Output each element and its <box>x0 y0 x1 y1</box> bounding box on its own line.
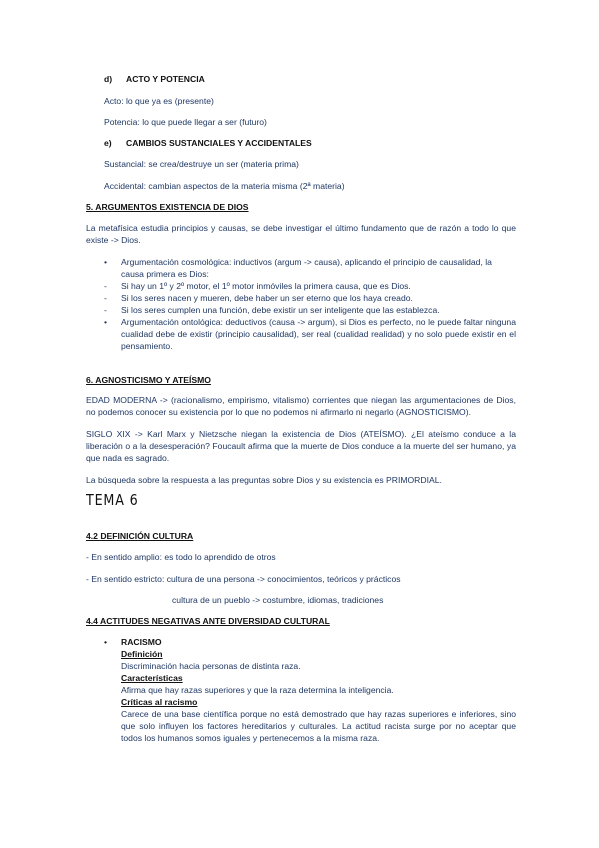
section-5-heading: 5. ARGUMENTOS EXISTENCIA DE DIOS <box>86 202 249 212</box>
section-e-title: CAMBIOS SUSTANCIALES Y ACCIDENTALES <box>126 138 312 148</box>
section-6-paragraph-1: EDAD MODERNA -> (racionalismo, empirismo, vitalismo) corrientes que niegan las argumentaciones de Dios, no podemos conocer su existencia por lo que no podemos ni afirmarlo ni negarlo (AGNOSTICISMO). <box>86 395 516 417</box>
racismo-item <box>86 636 516 744</box>
racismo-title: RACISMO <box>121 637 162 647</box>
section-6-paragraph-3: La búsqueda sobre la respuesta a las preguntas sobre Dios y su existencia es PRIMORDIAL. <box>86 475 442 485</box>
list-item-text: Argumentación cosmológica: inductivos (argum -> causa), aplicando el principio de causalidad, la causa primera es Dios: <box>121 257 492 279</box>
potencia-definition: Potencia: lo que puede llegar a ser (futuro) <box>104 117 267 127</box>
list-item <box>86 256 516 280</box>
definicion-text: Discriminación hacia personas de distinta raza. <box>121 661 301 671</box>
list-item <box>86 280 516 292</box>
caracteristicas-text: Afirma que hay razas superiores y que la raza determina la inteligencia. <box>121 685 394 695</box>
bullet-marker: • <box>104 637 108 647</box>
criticas-heading: Críticas al racismo <box>121 697 198 707</box>
bullet-marker: • <box>104 257 108 267</box>
list-item <box>86 316 516 352</box>
acto-definition: Acto: lo que ya es (presente) <box>104 96 214 106</box>
arguments-list <box>86 256 516 352</box>
caracteristicas-heading: Características <box>121 673 183 683</box>
list-item-text: Si los seres cumplen una función, debe existir un ser inteligente que las establezca. <box>121 305 440 315</box>
list-item-text: Argumentación ontológica: deductivos (causa -> argum), si Dios es perfecto, no le puede faltar ninguna cualidad debe de existir (principio causalidad), ser real (cualidad realidad) y no solo puede existir en el pensamiento. <box>121 317 516 351</box>
section-e-label: e) <box>104 138 112 148</box>
section-6-paragraph-2: SIGLO XIX -> Karl Marx y Nietzsche niegan la existencia de Dios (ATEÍSMO). ¿El ateísmo conduce a la liberación o a la desesperación? Foucault afirma que la muerte de Dios conduce a la muerte del ser humano, ya que nada es sagrado. <box>86 429 516 463</box>
sentido-estricto-pueblo: cultura de un pueblo -> costumbre, idiomas, tradiciones <box>172 595 384 605</box>
sentido-estricto: - En sentido estricto: cultura de una persona -> conocimientos, teóricos y prácticos <box>86 574 401 584</box>
list-item <box>86 304 516 316</box>
dash-marker: - <box>104 293 107 303</box>
section-5-intro: La metafísica estudia principios y causas, se debe investigar el último fundamento que de razón a todo lo que existe -> Dios. <box>86 223 516 245</box>
list-item-text: Si hay un 1º y 2º motor, el 1º motor inmóviles la primera causa, que es Dios. <box>121 281 411 291</box>
section-d-title: ACTO Y POTENCIA <box>126 74 205 84</box>
section-d-label: d) <box>104 74 113 84</box>
accidental-definition: Accidental: cambian aspectos de la materia misma (2ª materia) <box>104 181 345 191</box>
tema-title: TEMA 6 <box>86 491 139 509</box>
dash-marker: - <box>104 305 107 315</box>
dash-marker: - <box>104 281 107 291</box>
section-4-4-heading: 4.4 ACTITUDES NEGATIVAS ANTE DIVERSIDAD CULTURAL <box>86 616 330 626</box>
section-6-heading: 6. AGNOSTICISMO Y ATEÍSMO <box>86 375 211 385</box>
definicion-heading: Definición <box>121 649 163 659</box>
section-e-heading <box>104 137 534 149</box>
sustancial-definition: Sustancial: se crea/destruye un ser (materia prima) <box>104 159 299 169</box>
sentido-amplio: - En sentido amplio: es todo lo aprendido de otros <box>86 552 276 562</box>
section-d-heading <box>104 73 534 85</box>
bullet-marker: • <box>104 317 108 327</box>
criticas-text: Carece de una base científica porque no está demostrado que hay razas superiores e inferiores, sino que solo influyen los factores hereditarios y culturales. La actitud racista surge por no aceptar que todos los humanos somos iguales y pertenecemos a la misma raza. <box>121 709 516 743</box>
list-item <box>86 292 516 304</box>
list-item-text: Si los seres nacen y mueren, debe haber un ser eterno que los haya creado. <box>121 293 413 303</box>
section-4-2-heading: 4.2 DEFINICIÓN CULTURA <box>86 531 194 541</box>
